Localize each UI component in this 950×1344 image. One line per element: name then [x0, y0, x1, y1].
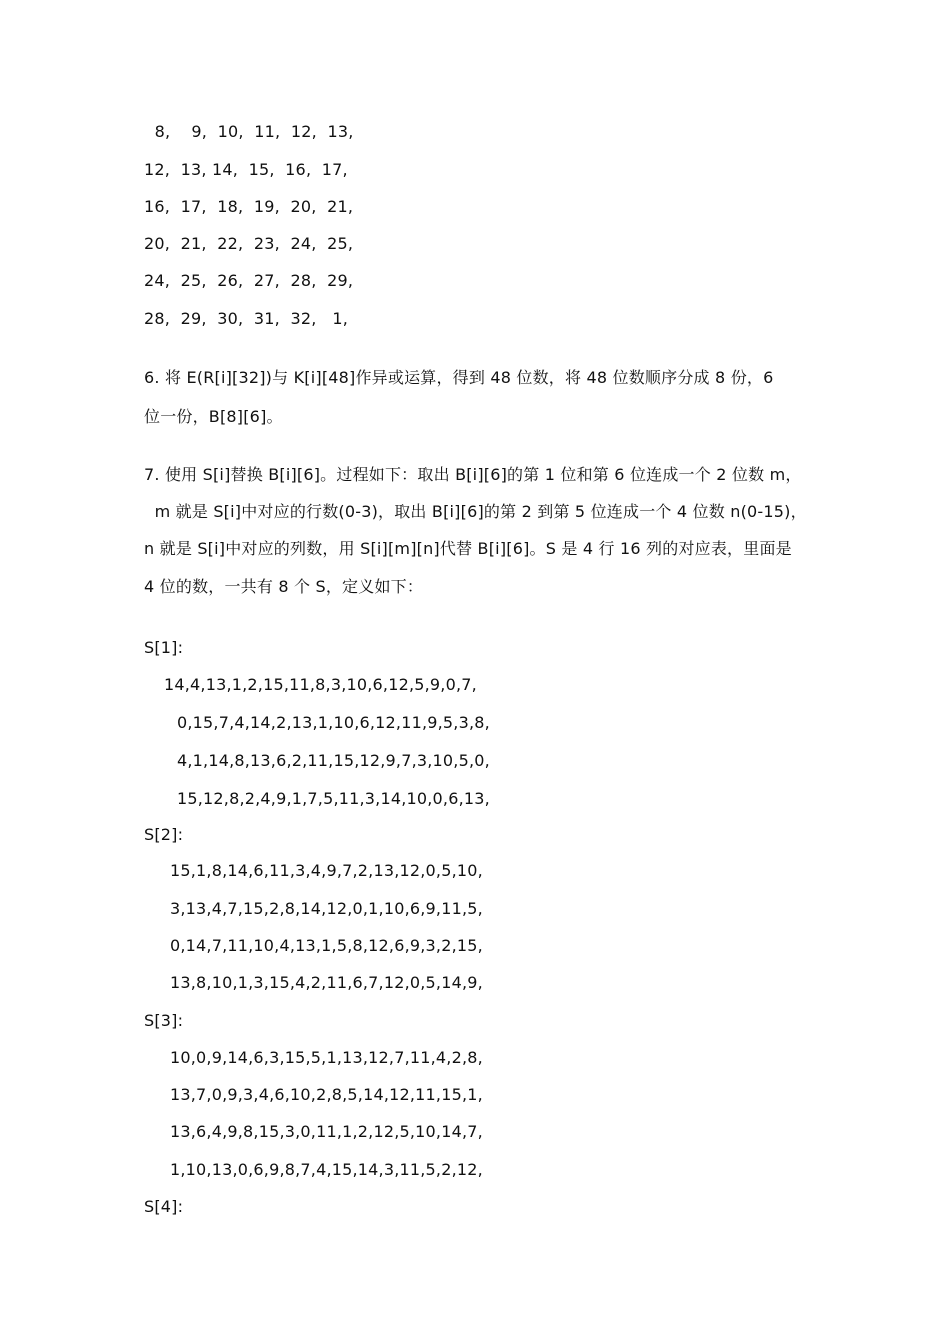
sbox-row: 13,6,4,9,8,15,3,0,11,1,2,12,5,10,14,7, — [170, 1122, 483, 1141]
sbox-row: 3,13,4,7,15,2,8,14,12,0,1,10,6,9,11,5, — [170, 899, 483, 918]
sbox-row: 14,4,13,1,2,15,11,8,3,10,6,12,5,9,0,7, — [164, 675, 477, 694]
sbox-label: S[1]: — [144, 638, 184, 657]
sbox-row: 10,0,9,14,6,3,15,5,1,13,12,7,11,4,2,8, — [170, 1048, 483, 1067]
sbox-row: 15,1,8,14,6,11,3,4,9,7,2,13,12,0,5,10, — [170, 861, 483, 880]
sbox-row: 1,10,13,0,6,9,8,7,4,15,14,3,11,5,2,12, — [170, 1160, 483, 1179]
step7-line: n 就是 S[i]中对应的列数，用 S[i][m][n]代替 B[i][6]。S 是 4 行 16 列的对应表，里面是 — [144, 539, 792, 558]
step6-line: 6. 将 E(R[i][32])与 K[i][48]作异或运算，得到 48 位数，将 48 位数顺序分成 8 份，6 — [144, 368, 774, 387]
step7-line: 4 位的数，一共有 8 个 S，定义如下： — [144, 577, 424, 596]
e-table-row: 12, 13, 14, 15, 16, 17, — [144, 160, 348, 179]
sbox-label: S[3]: — [144, 1011, 184, 1030]
sbox-row: 13,7,0,9,3,4,6,10,2,8,5,14,12,11,15,1, — [170, 1085, 483, 1104]
step6-line: 位一份，B[8][6]。 — [144, 407, 283, 426]
e-table-row: 24, 25, 26, 27, 28, 29, — [144, 271, 354, 290]
e-table-row: 20, 21, 22, 23, 24, 25, — [144, 234, 354, 253]
e-table-row: 8, 9, 10, 11, 12, 13, — [144, 122, 354, 141]
sbox-label: S[2]: — [144, 825, 184, 844]
step7-line: m 就是 S[i]中对应的行数(0-3)，取出 B[i][6]的第 2 到第 5 位连成一个 4 位数 n(0-15)， — [144, 502, 807, 521]
e-table-row: 28, 29, 30, 31, 32, 1, — [144, 309, 349, 328]
sbox-row: 15,12,8,2,4,9,1,7,5,11,3,14,10,0,6,13, — [177, 789, 490, 808]
sbox-row: 0,15,7,4,14,2,13,1,10,6,12,11,9,5,3,8, — [177, 713, 490, 732]
sbox-row: 4,1,14,8,13,6,2,11,15,12,9,7,3,10,5,0, — [177, 751, 490, 770]
e-table-row: 16, 17, 18, 19, 20, 21, — [144, 197, 354, 216]
sbox-row: 0,14,7,11,10,4,13,1,5,8,12,6,9,3,2,15, — [170, 936, 483, 955]
sbox-row: 13,8,10,1,3,15,4,2,11,6,7,12,0,5,14,9, — [170, 973, 483, 992]
step7-line: 7. 使用 S[i]替换 B[i][6]。过程如下：取出 B[i][6]的第 1 位和第 6 位连成一个 2 位数 m， — [144, 465, 802, 484]
sbox-label: S[4]: — [144, 1197, 184, 1216]
